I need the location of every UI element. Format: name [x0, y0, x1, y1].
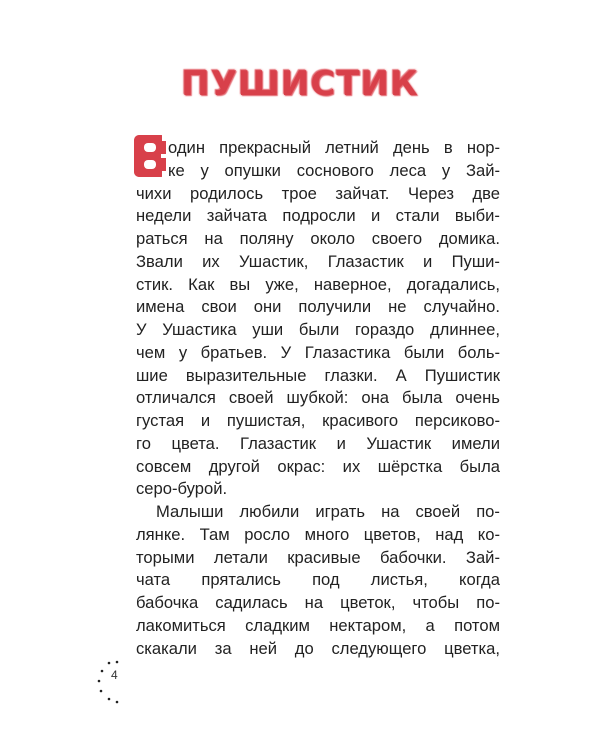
text-line: стик. Как вы уже, наверное, догадались,	[136, 274, 500, 294]
page-number-dots-icon	[95, 660, 125, 706]
text-line: шие выразительные глазки. А Пушистик	[136, 365, 500, 385]
text-line: имена свои они получили не случайно.	[136, 297, 500, 317]
text-line: ке у опушки соснового леса у Зай-	[168, 160, 500, 180]
text-line: густая и пушистая, красивого персиково-	[136, 411, 500, 430]
text-line: бабочка садилась на цветок, чтобы по-	[136, 593, 500, 612]
text-line: совсем другой окрас: их шёрстка была	[136, 456, 500, 476]
page-number: 4	[111, 668, 118, 682]
text-line: недели зайчата подросли и стали выби-	[136, 206, 500, 226]
text-line: раться на поляну около своего домика.	[136, 229, 500, 248]
text-line: чата прятались под листья, когда	[136, 570, 500, 590]
body-text	[136, 137, 500, 660]
text-line: торыми летали красивые бабочки. Зай-	[136, 547, 500, 567]
text-line: лакомиться сладким нектаром, а потом	[136, 615, 500, 635]
text-line: скакали за ней до следующего цветка,	[136, 638, 500, 658]
text-line: го цвета. Глазастик и Ушастик имели	[136, 433, 500, 453]
text-line: серо-бурой.	[136, 479, 228, 499]
text-line: чихи родилось трое зайчат. Через две	[136, 183, 500, 203]
text-line: лянке. Там росло много цветов, над ко-	[136, 524, 500, 544]
text-line: Малыши любили играть на своей по-	[156, 502, 500, 521]
chapter-title: ПУШИСТИК	[181, 64, 419, 104]
text-line: чем у братьев. У Глазастика были боль-	[136, 342, 500, 362]
text-line: У Ушастика уши были гораздо длиннее,	[136, 320, 500, 339]
text-line: один прекрасный летний день в нор-	[168, 138, 500, 157]
text-line: отличался своей шубкой: она была очень	[136, 388, 500, 408]
text-line: Звали их Ушастик, Глазастик и Пуши-	[136, 251, 500, 271]
